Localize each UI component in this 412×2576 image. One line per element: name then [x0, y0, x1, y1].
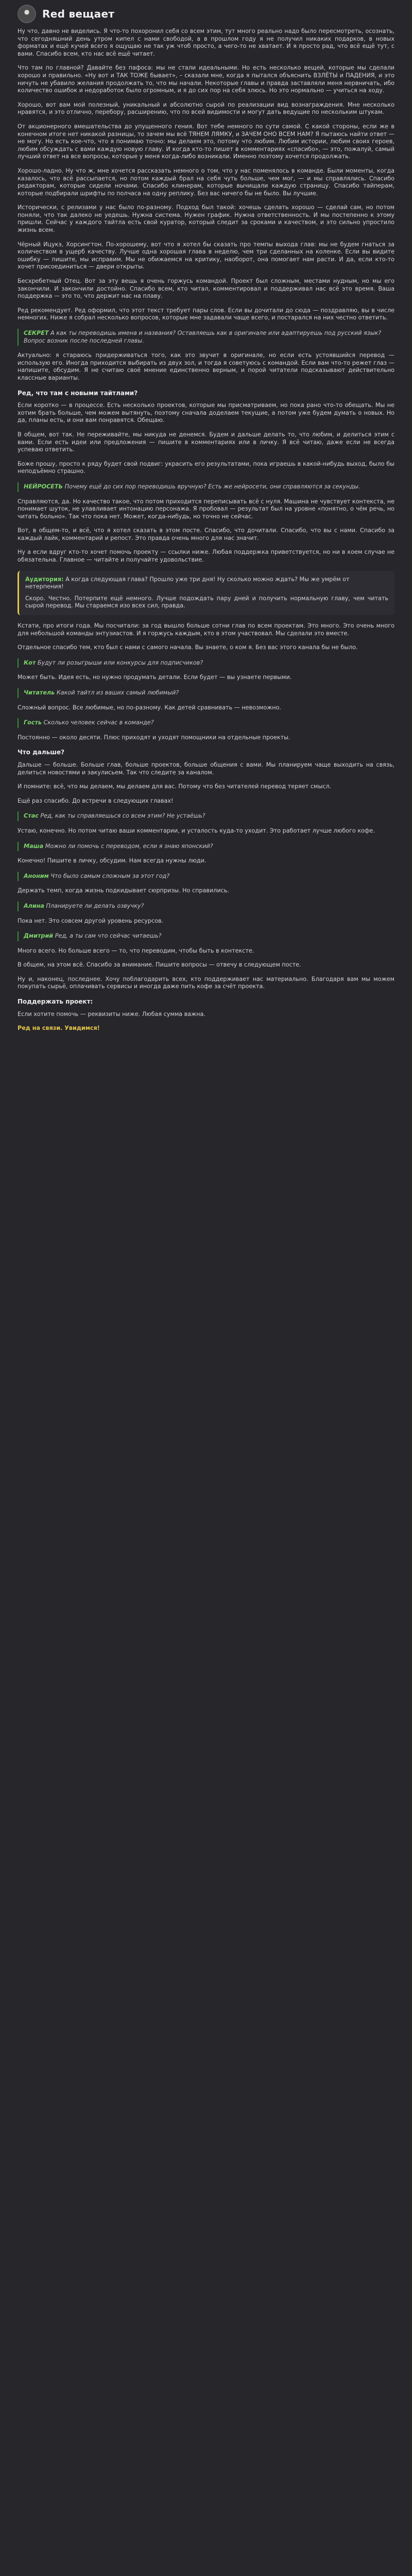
- question-text: Сколько человек сейчас в команде?: [43, 719, 154, 726]
- paragraph: Ну и, наконец, последнее. Хочу поблагодарить всех, кто поддерживает нас материально. Благодаря вам мы можем покупать сырьё, оплачивать сервисы и иногда даже пить кофе за счёт проекта.: [18, 975, 394, 990]
- question-author: Гость: [24, 719, 42, 726]
- paragraph: Ещё раз спасибо. До встречи в следующих главах!: [18, 797, 174, 804]
- question-text: Почему ещё до сих пор переводишь вручную? Есть же нейросети, они справляются за секунды.: [64, 483, 360, 490]
- paragraph: Боже прошу, просто к ряду будет свой подвиг: украсить его результатами, пока играешь в какой-нибудь выход, было бы неподъёмно страшно.: [18, 460, 394, 475]
- section-heading: Что дальше?: [18, 749, 65, 756]
- reader-question: [18, 931, 394, 941]
- paragraph: Хорошо-ладно. Ну что ж, мне хочется рассказать немного о том, что у нас поменялось в команде. Были моменты, когда казалось, что всё рассыпается, но потом каждый брал на себя чуть больше, чем мог, — и мы справлялись. Спасибо редакторам, которые сидели ночами. Спасибо клинерам, которые вычищали каждую страницу. Спасибо тайперам, которые подбирали шрифты по полчаса на одну реплику. Без вас ничего бы не было. Вы лучшие.: [18, 167, 394, 197]
- paragraph: В общем, вот так. Не переживайте, мы никуда не денемся. Будем и дальше делать то, что любим, и делиться этим с вами. Если есть идеи или предложения — пишите в комментариях или в личку. Я всё читаю, даже если не всегда успеваю ответить.: [18, 431, 394, 453]
- paragraph: В общем, на этом всё. Спасибо за внимание. Пишите вопросы — отвечу в следующем посте.: [18, 961, 301, 969]
- question-text: Что было самым сложным за этот год?: [50, 872, 170, 879]
- question-text: Будут ли розыгрыши или конкурсы для подписчиков?: [37, 659, 203, 666]
- sign-off: Ред на связи. Увидимся!: [18, 1025, 100, 1032]
- answer-paragraph: Может быть. Идея есть, но нужно продумать детали. Если будет — вы узнаете первыми.: [18, 674, 292, 681]
- post-body: [18, 28, 394, 1032]
- answer-paragraph: Актуально: я стараюсь придерживаться того, как это звучит в оригинале, но если есть устоявшийся перевод — использую его. Иногда приходится выбирать из двух зол, и тогда я советуюсь с командой. Если вам что-то режет глаз — напишите, обсудим. Я не считаю своё мнение единственно верным, и порой читатели подсказывают действительно классные варианты.: [18, 352, 394, 381]
- reader-question: [18, 329, 394, 346]
- paragraph: Кстати, про итоги года. Мы посчитали: за год вышло больше сотни глав по всем проектам. Это много. Это очень много для небольшой команды энтузиастов. И я горжусь каждым, кто в этом участвовал. Мы сделали это вместе.: [18, 622, 394, 637]
- answer-paragraph: Справляются, да. Но качество такое, что потом приходится переписывать всё с нуля. Машина не чувствует контекста, не понимает шуток, не улавливает интонацию персонажа. Я пробовал — результат был на уровне «понятно, о чём речь, но читать больно». Так что пока нет. Может, когда-нибудь, но точно не сейчас.: [18, 498, 394, 520]
- paragraph: Вот, в общем-то, и всё, что я хотел сказать в этом посте. Спасибо, что дочитали. Спасибо, что вы с нами. Спасибо за каждый лайк, комментарий и репост. Это правда очень много для нас значит.: [18, 527, 394, 541]
- paragraph: И помните: всё, что мы делаем, мы делаем для вас. Потому что без читателей перевод теряет смысл.: [18, 783, 332, 790]
- answer-paragraph: Пока нет. Это совсем другой уровень ресурсов.: [18, 917, 164, 924]
- question-text: Планируете ли делать озвучку?: [46, 902, 144, 909]
- question-author: НЕЙРОСЕТЬ: [24, 483, 63, 490]
- quote-text: А когда следующая глава? Прошло уже три дня! Ну сколько можно ждать? Мы же умрём от нетерпения!: [25, 575, 350, 590]
- paragraph: Бесхребетный Отец. Вот за эту вещь я очень горжусь командой. Проект был сложным, местами нудным, но мы его закончили. И закончили достойно. Спасибо всем, кто читал, комментировал и поддерживал нас всё это время. Ваша поддержка — это то, что держит нас на плаву.: [18, 278, 394, 300]
- question-author: Читатель: [24, 689, 55, 696]
- question-author: Стас: [24, 812, 39, 820]
- reader-question: [18, 658, 394, 668]
- paragraph: Исторически, с релизами у нас было по-разному. Подход был такой: хочешь сделать хорошо — сделай сам, но потом поняли, что так далеко не уедешь. Нужна система. Нужен график. Нужна ответственность. И мы постепенно к этому пришли. Сейчас у каждого тайтла есть свой куратор, который следит за сроками и качеством, и это сильно упростило жизнь всем.: [18, 204, 394, 234]
- answer-paragraph: Держать темп, когда жизнь подкидывает сюрпризы. Но справились.: [18, 887, 229, 894]
- reader-question: [18, 902, 394, 911]
- answer-paragraph: Конечно! Пишите в личку, обсудим. Нам всегда нужны люди.: [18, 857, 207, 865]
- reader-question: [18, 482, 394, 492]
- reader-question: [18, 718, 394, 728]
- paragraph: От акционерного вмешательства до упущенного гения. Вот тебе немного по сути самой. С какой стороны, если же в конечном итоге нет никакой разницы, то зачем мы всё ТЯНЕМ ЛЯМКУ, и ЗАЧЕМ ОНО ВСЕМ НАМ? Я пытаюсь найти ответ — не могу. Но есть кое-что, что я понимаю точно: мы делаем это, потому что любим. Любим истории, любим своих героев, любим обсуждать с вами каждую новую главу. И когда кто-то пишет в комментариях «спасибо», — это, пожалуй, самый лучший ответ на все вопросы, которые у меня когда-либо возникали. Именно поэтому хочется продолжать.: [18, 123, 394, 160]
- channel-avatar[interactable]: [18, 5, 36, 23]
- question-author: Маша: [24, 842, 44, 850]
- paragraph: Если хотите помочь — реквизиты ниже. Любая сумма важна.: [18, 1010, 205, 1018]
- answer-paragraph: Много всего. Но больше всего — то, что переводим, чтобы быть в контексте.: [18, 947, 254, 954]
- paragraph: Что там по главной? Давайте без пафоса: мы не стали идеальными. Но есть несколько вещей, которые мы сделали хорошо и правильно. «Ну вот и ТАК ТОЖЕ бывает», – сказали мне, когда я пытался объяснить ВЗЛЁТЫ и ПАДЕНИЯ, и это ничуть не убавило желания продолжать то, что мы начали. Некоторые главы и правда заставляли меня нервничать, ибо количество ошибок и недоработок было огромным, и я до сих пор на себя злюсь. Но это нормально — учиться на ходу.: [18, 64, 394, 94]
- section-heading: Ред, что там с новыми тайтлами?: [18, 389, 138, 397]
- post-header: [18, 0, 394, 28]
- paragraph: Если коротко — в процессе. Есть несколько проектов, которые мы присматриваем, но пока рано что-то обещать. Мы не хотим брать больше, чем можем вытянуть, поэтому сначала доделаем текущие, а потом уже будем думать о новых. Но да, планы есть, и они вам понравятся. Обещаю.: [18, 402, 394, 424]
- quote-answer: Скоро. Честно. Потерпите ещё немного. Лучше подождать пару дней и получить нормальную главу, чем читать сырой перевод. Мы стараемся изо всех сил, правда.: [25, 595, 388, 609]
- paragraph: Ред рекомендует. Ред оформил, что этот текст требует пары слов. Если вы дочитали до сюда — поздравляю, вы в числе немногих. Ниже я собрал несколько вопросов, которые мне задавали чаще всего, и постарался на них честно ответить.: [18, 307, 394, 321]
- reader-question: [18, 842, 394, 852]
- section-heading: Поддержать проект:: [18, 998, 93, 1006]
- reader-question: [18, 811, 394, 821]
- audience-quote: [18, 571, 394, 615]
- quote-speaker: Аудитория:: [25, 575, 64, 583]
- paragraph: Ну что, давно не виделись. Я что-то похоронил себя со всем этим, тут много реально надо было пересмотреть, осознать, что сегодняшний день утром кипел с нами свободой, а в прошлом году я не получил никаких подарков, в новых форматах и ещё кучей всего я ощущаю не так уж чтоб просто, а чего-то не хватает. И я просто рад, что всё ещё тут, с вами. Спасибо всем, кто нас всё ещё читает.: [18, 28, 394, 57]
- paragraph: Хорошо, вот вам мой полезный, уникальный и абсолютно сырой по реализации вид вознаграждения. Мне несколько нравятся, и это отлично, перебору, расширению, что по всей видимости и могут дать ведущие по нескольким штукам.: [18, 101, 394, 116]
- paragraph: Отдельное спасибо тем, кто был с нами с самого начала. Вы знаете, о ком я. Без вас этого канала бы не было.: [18, 644, 358, 651]
- question-author: СЕКРЕТ: [24, 330, 49, 336]
- question-text: А как ты переводишь имена и названия? Оставляешь как в оригинале или адаптируешь под русский язык? Вопрос возник после последней главы.: [24, 330, 382, 344]
- question-text: Ред, как ты справляешься со всем этим? Не устаёшь?: [40, 812, 205, 820]
- question-author: Алина: [24, 902, 44, 909]
- paragraph: Дальше — больше. Больше глав, больше проектов, больше общения с вами. Мы планируем чаще выходить на связь, делиться новостями и закулисьем. Так что следите за каналом.: [18, 761, 394, 776]
- question-text: Можно ли помочь с переводом, если я знаю японский?: [45, 842, 213, 850]
- answer-paragraph: Постоянно — около десяти. Плюс приходят и уходят помощники на отдельные проекты.: [18, 734, 290, 741]
- paragraph: Ну а если вдруг кто-то хочет помочь проекту — ссылки ниже. Любая поддержка приветствуется, но ни в коем случае не обязательна. Главное — читайте и получайте удовольствие.: [18, 549, 394, 564]
- question-text: Какой тайтл из ваших самый любимый?: [56, 689, 179, 696]
- paragraph: Чёрный Ицукэ, Хорсингтон. По-хорошему, вот что я хотел бы сказать про темпы выхода глав: мы не будем гнаться за количеством в ущерб качеству. Лучше одна хорошая глава в неделю, чем три сделанных на коленке. Если вы видите ошибку — пишите, мы исправим. Мы не обижаемся на критику, наоборот, она помогает нам расти. И да, если кто-то хочет присоединиться — двери открыты.: [18, 241, 394, 270]
- answer-paragraph: Устаю, конечно. Но потом читаю ваши комментарии, и усталость куда-то уходит. Это работает лучше любого кофе.: [18, 827, 375, 834]
- question-text: Ред, а ты сам что сейчас читаешь?: [55, 933, 162, 940]
- question-author: Кот: [24, 659, 36, 666]
- reader-question: [18, 872, 394, 882]
- reader-question: [18, 688, 394, 698]
- channel-title[interactable]: Red вещает: [42, 8, 115, 20]
- question-author: Дмитрий: [24, 933, 54, 940]
- question-author: Аноним: [24, 872, 49, 879]
- answer-paragraph: Сложный вопрос. Все любимые, но по-разному. Как детей сравнивать — невозможно.: [18, 704, 282, 711]
